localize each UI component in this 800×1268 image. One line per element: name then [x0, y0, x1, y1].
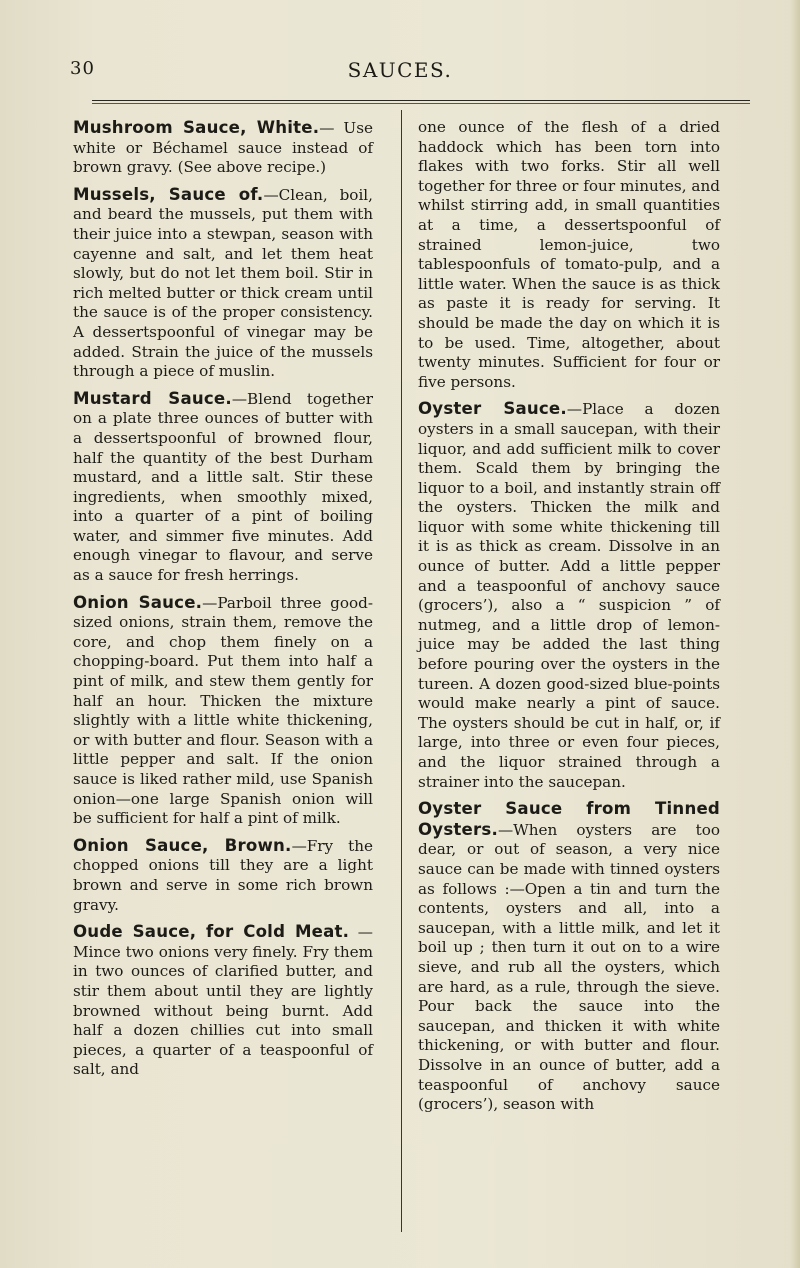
entry-heading: Mussels, Sauce of. [73, 184, 264, 204]
entry-oyster-sauce-tinned [418, 799, 720, 1115]
page-header [0, 58, 800, 98]
page-edge-shadow [790, 0, 800, 1268]
entry-heading: Onion Sauce, Brown. [73, 835, 292, 855]
right-column [418, 118, 720, 1122]
entry-mussels-sauce-of [73, 185, 373, 382]
page-number: 30 [70, 58, 95, 79]
entry-text: —Fry the chopped onions till they are a light brown and serve in some rich brown gravy. [73, 836, 373, 914]
entry-text: one ounce of the flesh of a dried haddock which has been torn into flakes with two forks. Stir all well together for three or four minutes, and whilst stirring add, in small quantities at a time, a dessertspoonful of strained lemon-juice, two tablespoonfuls of tomato-pulp, and a little water. When the sauce is as thick as paste it is ready for serving. It should be made the day on which it is to be used. Time, altogether, about twenty minutes. Sufficient for four or five persons. [418, 118, 720, 391]
entry-oude-sauce [73, 922, 373, 1080]
entry-heading: Mushroom Sauce, White. [73, 118, 320, 137]
entry-text: — Use white or Béchamel sauce instead of brown gravy. (See above recipe.) [73, 119, 373, 177]
entry-text: —Clean, boil, and beard the mussels, put them with their juice into a stewpan, season with cayenne and salt, and let them heat slowly, but do not let them boil. Stir in rich melted butter or thick cream until the sauce is of the proper consistency. A dessertspoonful of vinegar may be added. Strain the juice of the mussels through a piece of muslin. [73, 185, 373, 381]
entry-oyster-sauce [418, 399, 720, 792]
entry-heading: Oude Sauce, for Cold Meat. [73, 922, 350, 942]
header-rule-secondary [92, 103, 750, 104]
entry-text: —Mince two onions very finely. Fry them in two ounces of clarified butter, and stir them about until they are lightly browned without being burnt. Add half a dozen chillies cut into small pieces, a quarter of a teaspoonful of salt, and [73, 923, 373, 1079]
entry-text: —Parboil three good-sized onions, strain them, remove the core, and chop them finely on a chopping-board. Put them into half a pint of milk, and stew them gently for half an hour. Thicken the mixture slightly with a little white thickening, or with butter and flour. Season with a little pepper and salt. If the onion sauce is liked rather mild, use Spanish onion—one large Spanish onion will be sufficient for half a pint of milk. [73, 593, 373, 828]
left-column [73, 118, 373, 1087]
entry-heading: Mustard Sauce. [73, 388, 232, 408]
entry-oude-sauce-continued [418, 118, 720, 392]
entry-mustard-sauce [73, 389, 373, 586]
running-head: SAUCES. [347, 58, 453, 82]
header-rule [92, 100, 750, 101]
entry-mushroom-sauce-white [73, 118, 373, 178]
entry-text: —Blend together on a plate three ounces of butter with a dessertspoonful of browned flour, half the quantity of the best Durham mustard, and a little salt. Stir these ingredients, when smoothly mixed, into a quarter of a pint of boiling water, and simmer five minutes. Add enough vinegar to flavour, and serve as a sauce for fresh herrings. [73, 389, 373, 585]
entry-heading: Onion Sauce. [73, 592, 203, 612]
entry-heading: Oyster Sauce from Tinned Oysters. [418, 799, 720, 839]
entry-heading: Oyster Sauce. [418, 399, 567, 419]
column-divider [401, 110, 402, 1232]
entry-text: —When oysters are too dear, or out of season, a very nice sauce can be made with tinned oysters as follows :—Open a tin and turn the contents, oysters and all, into a saucepan, with a little milk, and let it boil up ; then turn it out on to a wire sieve, and rub all the oysters, which are hard, as a rule, through the sieve. Pour back the sauce into the saucepan, and thicken it with white thickening, or with butter and flour. Dissolve in an ounce of butter, add a teaspoonful of anchovy sauce (grocers’), season with [418, 820, 720, 1114]
entry-onion-sauce [73, 593, 373, 829]
entry-text: —Place a dozen oysters in a small saucepan, with their liquor, and add sufficient milk to cover them. Scald them by bringing the liquor to a boil, and instantly strain off the oysters. Thicken the milk and liquor with some white thickening till it is as thick as cream. Dissolve in an ounce of butter. Add a little pepper and a teaspoonful of anchovy sauce (grocers’), also a “ suspicion ” of nutmeg, and a little drop of lemon-juice may be added the last thing before pouring over the oysters in the tureen. A dozen good-sized blue-points would make nearly a pint of sauce. The oysters should be cut in half, or, if large, into three or even four pieces, and the liquor strained through a strainer into the saucepan. [418, 400, 720, 791]
entry-onion-sauce-brown [73, 836, 373, 915]
